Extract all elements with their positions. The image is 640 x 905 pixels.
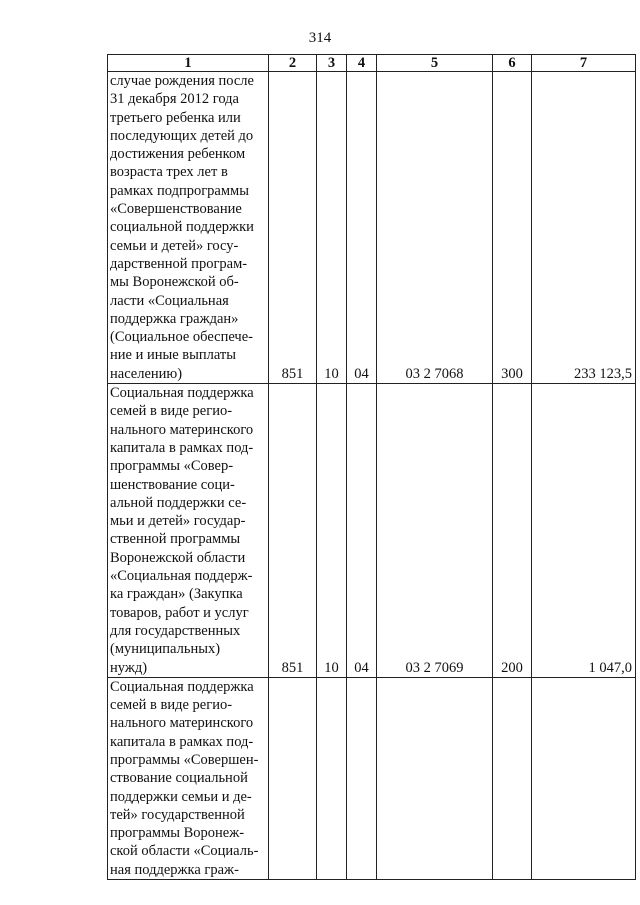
row-description: Социальная поддержка семей в виде регио- нального материнского капитала в рамках под- программы «Совершен- ствование социальной поддержки семьи и де- тей» государственной программы Воронеж- ской области «Социаль- ная поддержка граж-: [108, 677, 269, 879]
header-row: [108, 55, 636, 72]
cell-amount: 1 047,0: [532, 384, 636, 678]
cell-amount: [532, 677, 636, 879]
cell-target-article: 03 2 7068: [377, 72, 493, 384]
row-description: случае рождения после 31 декабря 2012 года третьего ребенка или последующих детей до достижения ребенком возраста трех лет в рамках подпрограммы «Совершенствование социальной поддержки семьи и детей» госу- дарственной програм- мы Воронежской об- ласти «Социальная поддержка граждан» (Социальное обеспече- ние и иные выплаты населению): [108, 72, 269, 384]
header-col-5: 5: [377, 55, 493, 72]
table-row: [108, 72, 636, 384]
cell-subsection: [347, 677, 377, 879]
cell-ministry-code: 851: [269, 384, 317, 678]
cell-subsection: 04: [347, 72, 377, 384]
row-description: Социальная поддержка семей в виде регио- нального материнского капитала в рамках под- программы «Совер- шенствование соци- альной поддержки се- мьи и детей» государ- ственной программы Воронежской области «Социальная поддерж- ка граждан» (Закупка товаров, работ и услуг для государственных (муниципальных) нужд): [108, 384, 269, 678]
cell-subsection: 04: [347, 384, 377, 678]
budget-table: [107, 54, 636, 880]
cell-expense-type: [493, 677, 532, 879]
cell-target-article: 03 2 7069: [377, 384, 493, 678]
cell-section: 10: [317, 72, 347, 384]
header-col-6: 6: [493, 55, 532, 72]
table-row: [108, 384, 636, 678]
cell-amount: 233 123,5: [532, 72, 636, 384]
cell-section: 10: [317, 384, 347, 678]
header-col-3: 3: [317, 55, 347, 72]
header-col-2: 2: [269, 55, 317, 72]
header-col-4: 4: [347, 55, 377, 72]
header-col-1: 1: [108, 55, 269, 72]
table-row: [108, 677, 636, 879]
cell-expense-type: 300: [493, 72, 532, 384]
cell-expense-type: 200: [493, 384, 532, 678]
cell-target-article: [377, 677, 493, 879]
cell-ministry-code: 851: [269, 72, 317, 384]
cell-section: [317, 677, 347, 879]
cell-ministry-code: [269, 677, 317, 879]
header-col-7: 7: [532, 55, 636, 72]
page-number: 314: [308, 30, 332, 46]
